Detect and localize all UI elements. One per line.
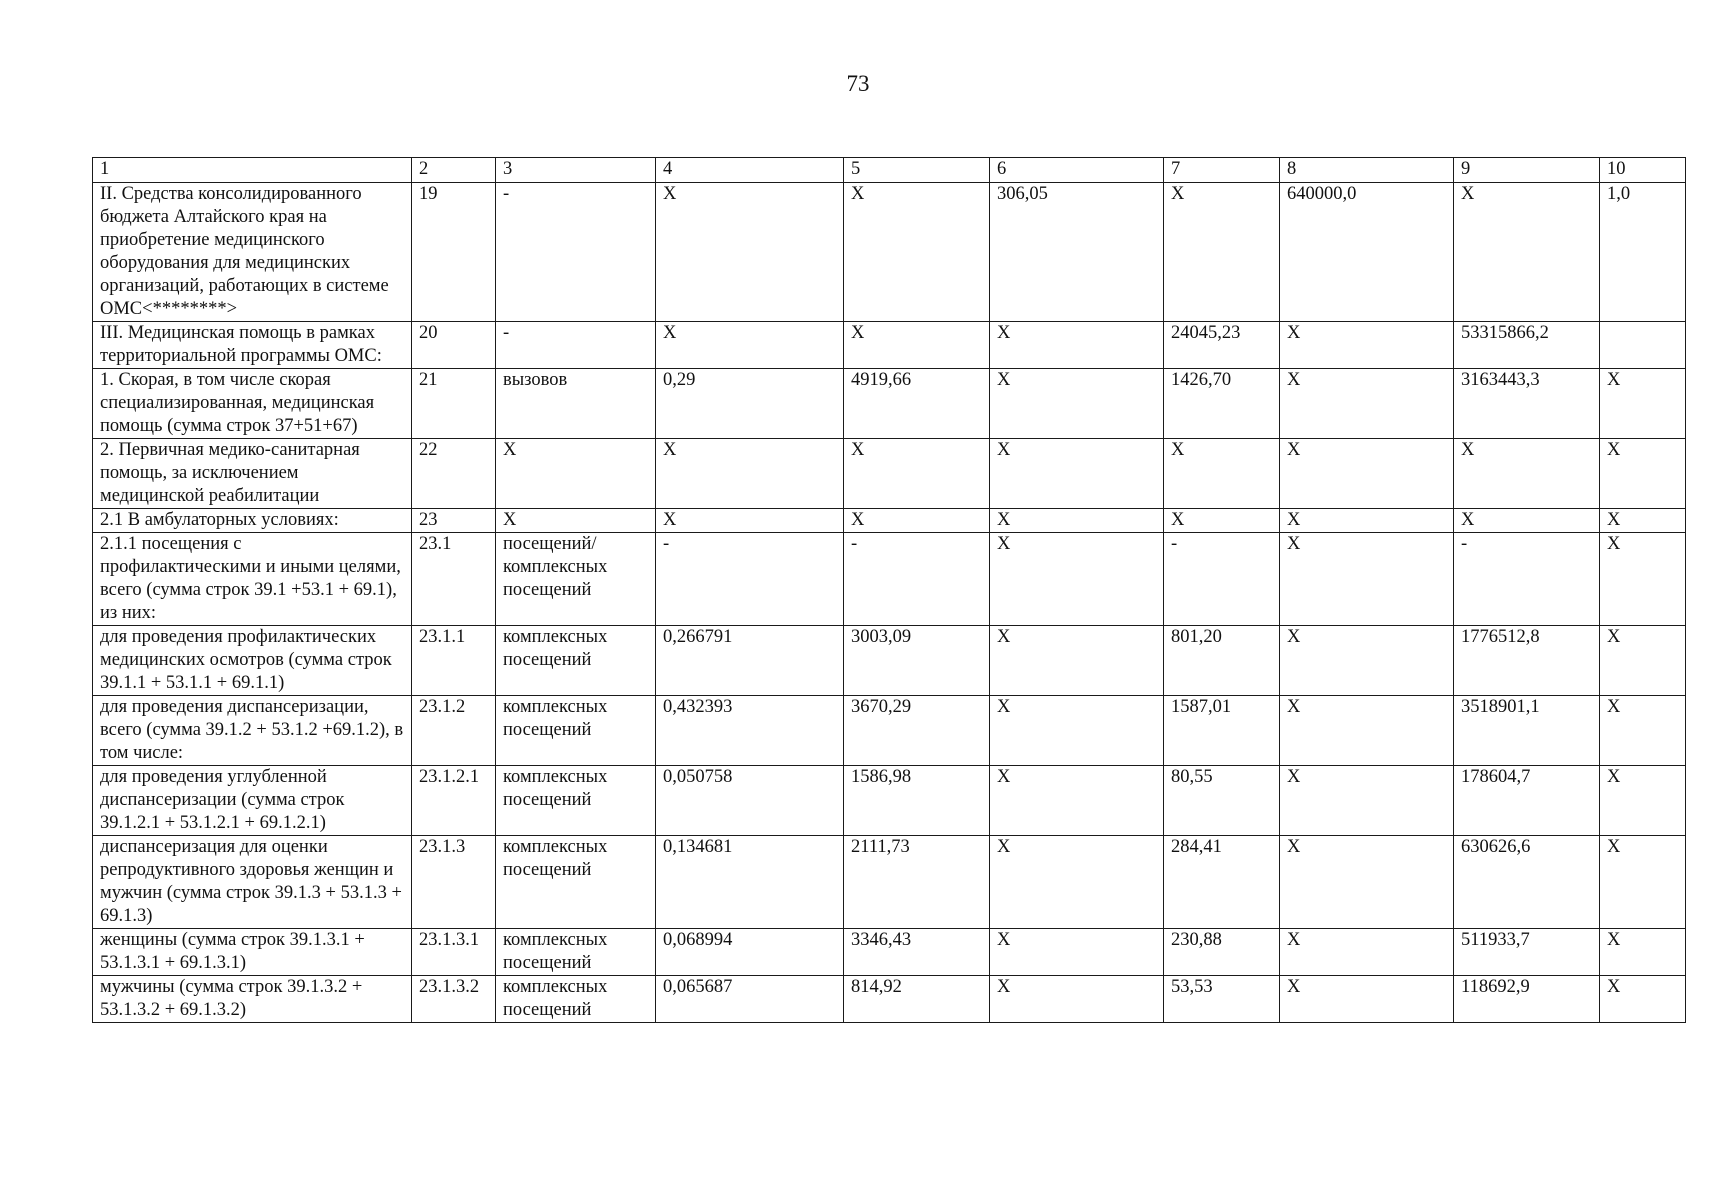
table-cell: X: [844, 509, 990, 533]
table-row: [93, 976, 1686, 1023]
table-header-row: [93, 158, 1686, 183]
table-cell: X: [1164, 509, 1280, 533]
unit-cell: комплексных посещений: [496, 696, 656, 766]
row-number-cell: 23.1.1: [412, 626, 496, 696]
table-cell: X: [1600, 766, 1686, 836]
unit-cell: комплексных посещений: [496, 836, 656, 929]
row-number-cell: 23.1.2: [412, 696, 496, 766]
data-table: [92, 157, 1686, 1023]
table-row: [93, 439, 1686, 509]
table-cell: X: [1600, 439, 1686, 509]
table-cell: 1426,70: [1164, 369, 1280, 439]
row-number-cell: 21: [412, 369, 496, 439]
table-cell: X: [1280, 976, 1454, 1023]
table-cell: X: [1600, 836, 1686, 929]
row-name-cell: для проведения профилактических медицинских осмотров (сумма строк 39.1.1 + 53.1.1 + 69.1.1): [93, 626, 412, 696]
row-name-cell: женщины (сумма строк 39.1.3.1 + 53.1.3.1 + 69.1.3.1): [93, 929, 412, 976]
row-number-cell: 23.1: [412, 533, 496, 626]
table-cell: X: [1600, 509, 1686, 533]
unit-cell: комплексных посещений: [496, 626, 656, 696]
table-cell: X: [1280, 766, 1454, 836]
row-name-cell: 2.1.1 посещения с профилактическими и иными целями, всего (сумма строк 39.1 +53.1 + 69.1), из них:: [93, 533, 412, 626]
header-cell: 6: [990, 158, 1164, 183]
row-name-cell: диспансеризация для оценки репродуктивного здоровья женщин и мужчин (сумма строк 39.1.3 + 53.1.3 + 69.1.3): [93, 836, 412, 929]
table-cell: X: [656, 509, 844, 533]
table-cell: 801,20: [1164, 626, 1280, 696]
header-cell: 5: [844, 158, 990, 183]
row-name-cell: 2.1 В амбулаторных условиях:: [93, 509, 412, 533]
table-cell: 230,88: [1164, 929, 1280, 976]
row-name-cell: для проведения углубленной диспансеризации (сумма строк 39.1.2.1 + 53.1.2.1 + 69.1.2.1): [93, 766, 412, 836]
row-number-cell: 23.1.3.1: [412, 929, 496, 976]
table-cell: X: [844, 183, 990, 322]
header-cell: 1: [93, 158, 412, 183]
table-cell: 0,266791: [656, 626, 844, 696]
header-cell: 4: [656, 158, 844, 183]
row-number-cell: 23: [412, 509, 496, 533]
table-cell: 118692,9: [1454, 976, 1600, 1023]
table-cell: 3670,29: [844, 696, 990, 766]
table-cell: X: [1164, 439, 1280, 509]
table-cell: [1600, 322, 1686, 369]
table-row: [93, 836, 1686, 929]
table-cell: 3003,09: [844, 626, 990, 696]
table-cell: X: [990, 696, 1164, 766]
unit-cell: комплексных посещений: [496, 976, 656, 1023]
table-cell: X: [844, 439, 990, 509]
row-number-cell: 19: [412, 183, 496, 322]
table-cell: 1587,01: [1164, 696, 1280, 766]
table-cell: -: [656, 533, 844, 626]
table-cell: X: [990, 976, 1164, 1023]
table-cell: X: [1280, 322, 1454, 369]
table-cell: 0,050758: [656, 766, 844, 836]
page-number: 73: [846, 71, 870, 96]
table-cell: 306,05: [990, 183, 1164, 322]
table-cell: 4919,66: [844, 369, 990, 439]
table-cell: X: [1600, 929, 1686, 976]
row-name-cell: 1. Скорая, в том числе скорая специализированная, медицинская помощь (сумма строк 37+51+67): [93, 369, 412, 439]
table-cell: 630626,6: [1454, 836, 1600, 929]
header-cell: 9: [1454, 158, 1600, 183]
table-cell: -: [844, 533, 990, 626]
header-cell: 3: [496, 158, 656, 183]
header-cell: 8: [1280, 158, 1454, 183]
table-cell: 0,29: [656, 369, 844, 439]
unit-cell: посещений/ комплексных посещений: [496, 533, 656, 626]
table-cell: X: [990, 439, 1164, 509]
table-cell: 0,068994: [656, 929, 844, 976]
row-name-cell: II. Средства консолидированного бюджета Алтайского края на приобретение медицинского оборудования для медицинских организаций, работающих в системе ОМС<********>: [93, 183, 412, 322]
table-cell: 3163443,3: [1454, 369, 1600, 439]
table-cell: X: [990, 509, 1164, 533]
table-row: [93, 322, 1686, 369]
table-cell: 284,41: [1164, 836, 1280, 929]
table-row: [93, 696, 1686, 766]
table-cell: 0,134681: [656, 836, 844, 929]
row-number-cell: 23.1.2.1: [412, 766, 496, 836]
table-cell: 1586,98: [844, 766, 990, 836]
table-cell: X: [990, 533, 1164, 626]
table-cell: 1776512,8: [1454, 626, 1600, 696]
unit-cell: X: [496, 509, 656, 533]
table-cell: X: [1280, 929, 1454, 976]
header-cell: 7: [1164, 158, 1280, 183]
table-cell: -: [1454, 533, 1600, 626]
table-cell: X: [1600, 696, 1686, 766]
table-cell: 2111,73: [844, 836, 990, 929]
table-row: [93, 369, 1686, 439]
table-cell: X: [1164, 183, 1280, 322]
table-row: [93, 626, 1686, 696]
table-cell: 511933,7: [1454, 929, 1600, 976]
table-cell: X: [1454, 183, 1600, 322]
table-cell: 3346,43: [844, 929, 990, 976]
unit-cell: комплексных посещений: [496, 766, 656, 836]
table-row: [93, 533, 1686, 626]
row-number-cell: 20: [412, 322, 496, 369]
table-cell: X: [656, 183, 844, 322]
table-cell: X: [1454, 439, 1600, 509]
header-cell: 10: [1600, 158, 1686, 183]
table-cell: X: [844, 322, 990, 369]
table-cell: 814,92: [844, 976, 990, 1023]
row-name-cell: III. Медицинская помощь в рамках территориальной программы ОМС:: [93, 322, 412, 369]
unit-cell: -: [496, 322, 656, 369]
table-cell: X: [1280, 369, 1454, 439]
table-cell: X: [990, 369, 1164, 439]
unit-cell: комплексных посещений: [496, 929, 656, 976]
table-cell: X: [1280, 533, 1454, 626]
table-cell: X: [1280, 439, 1454, 509]
table-cell: 178604,7: [1454, 766, 1600, 836]
row-name-cell: 2. Первичная медико-санитарная помощь, за исключением медицинской реабилитации: [93, 439, 412, 509]
row-name-cell: для проведения диспансеризации, всего (сумма 39.1.2 + 53.1.2 +69.1.2), в том числе:: [93, 696, 412, 766]
table-cell: X: [990, 766, 1164, 836]
table-cell: X: [1600, 369, 1686, 439]
table-cell: 0,432393: [656, 696, 844, 766]
table-cell: X: [1600, 976, 1686, 1023]
table-cell: -: [1164, 533, 1280, 626]
row-name-cell: мужчины (сумма строк 39.1.3.2 + 53.1.3.2 + 69.1.3.2): [93, 976, 412, 1023]
table-cell: 3518901,1: [1454, 696, 1600, 766]
unit-cell: вызовов: [496, 369, 656, 439]
table-cell: X: [656, 322, 844, 369]
table-cell: X: [990, 836, 1164, 929]
table-cell: X: [1600, 533, 1686, 626]
row-number-cell: 23.1.3: [412, 836, 496, 929]
table-cell: X: [656, 439, 844, 509]
table-cell: X: [1280, 696, 1454, 766]
table-cell: X: [990, 929, 1164, 976]
table-cell: 0,065687: [656, 976, 844, 1023]
row-number-cell: 23.1.3.2: [412, 976, 496, 1023]
table-cell: 24045,23: [1164, 322, 1280, 369]
row-number-cell: 22: [412, 439, 496, 509]
table-cell: 1,0: [1600, 183, 1686, 322]
table-row: [93, 766, 1686, 836]
table-cell: X: [1454, 509, 1600, 533]
unit-cell: X: [496, 439, 656, 509]
table-cell: X: [990, 322, 1164, 369]
table-cell: X: [1280, 836, 1454, 929]
table-cell: 640000,0: [1280, 183, 1454, 322]
table-cell: X: [990, 626, 1164, 696]
table-cell: X: [1280, 509, 1454, 533]
table-cell: 53315866,2: [1454, 322, 1600, 369]
table-cell: 80,55: [1164, 766, 1280, 836]
header-cell: 2: [412, 158, 496, 183]
unit-cell: -: [496, 183, 656, 322]
table-row: [93, 183, 1686, 322]
table-cell: X: [1280, 626, 1454, 696]
table-cell: 53,53: [1164, 976, 1280, 1023]
table-row: [93, 929, 1686, 976]
table-cell: X: [1600, 626, 1686, 696]
table-row: [93, 509, 1686, 533]
